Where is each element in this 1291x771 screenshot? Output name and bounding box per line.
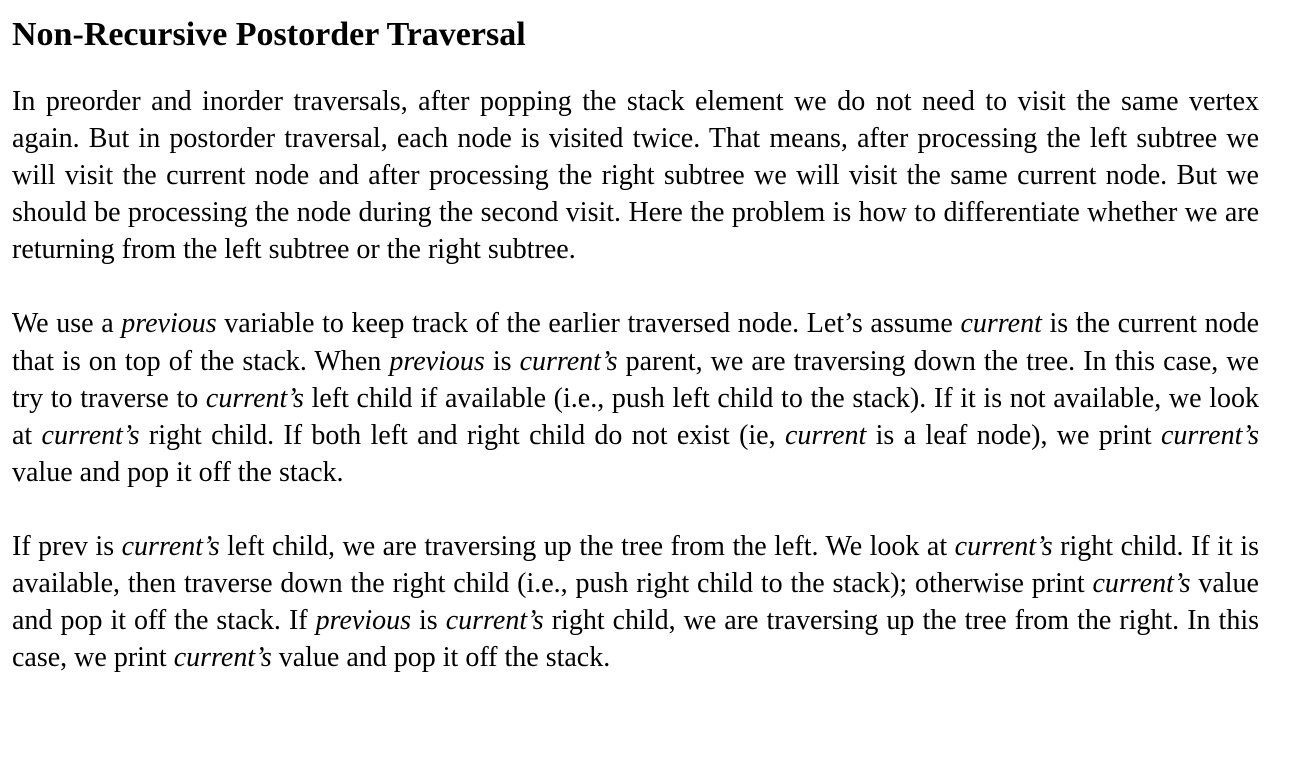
text-run: is bbox=[411, 605, 446, 637]
text-run: right child. If it is available, then traverse down the right child (i.e., push right child to the stack); otherwise print bbox=[12, 530, 1259, 600]
text-run: If prev is bbox=[12, 530, 122, 562]
text-run: value and pop it off the stack. bbox=[271, 642, 611, 674]
italic-term: current’s bbox=[1092, 568, 1191, 600]
text-run: We use a bbox=[12, 308, 122, 340]
italic-term: previous bbox=[315, 605, 411, 637]
italic-term: current’s bbox=[121, 530, 220, 562]
paragraph-previous-variable bbox=[12, 305, 1259, 490]
page-title: Non-Recursive Postorder Traversal bbox=[12, 16, 526, 53]
text-run: is bbox=[484, 345, 520, 377]
text-run: In preorder and inorder traversals, after popping the stack element we do not need to visit the same vertex again. But in postorder traversal, each node is visited twice. That means, after processing the left subtree we will visit the current node and after processing the right subtree we will visit the same current node. But we should be processing the node during the second visit. Here the problem is how to differentiate whether we are returning from the left subtree or the right subtree. bbox=[12, 86, 1259, 266]
paragraph-intro bbox=[12, 83, 1259, 268]
document-page bbox=[12, 10, 1259, 713]
italic-term: current’s bbox=[519, 345, 618, 377]
italic-term: current’s bbox=[173, 642, 272, 674]
italic-term: current’s bbox=[205, 382, 304, 414]
text-run: is the current node that is on top of the stack. When bbox=[12, 308, 1259, 377]
text-run: value and pop it off the stack. bbox=[12, 456, 344, 488]
italic-term: previous bbox=[389, 345, 485, 377]
text-run: parent, we are traversing down the tree. In this case, we try to traverse to bbox=[12, 345, 1259, 414]
paragraph-traversing-up bbox=[12, 528, 1259, 676]
italic-term: current’s bbox=[954, 530, 1053, 562]
italic-term: current’s bbox=[1160, 419, 1259, 451]
text-run: variable to keep track of the earlier traversed node. Let’s assume bbox=[216, 308, 961, 340]
italic-term: current bbox=[960, 308, 1042, 340]
text-run: left child, we are traversing up the tree from the left. We look at bbox=[219, 530, 955, 562]
text-run: left child if available (i.e., push left child to the stack). If it is not available, we look at bbox=[12, 382, 1259, 451]
text-run: right child, we are traversing up the tree from the right. In this case, we print bbox=[12, 605, 1259, 674]
text-run: value and pop it off the stack. If bbox=[12, 568, 1259, 637]
italic-term: current bbox=[784, 419, 867, 451]
italic-term: previous bbox=[121, 308, 217, 340]
italic-term: current’s bbox=[41, 419, 140, 451]
text-run: is a leaf node), we print bbox=[866, 419, 1161, 451]
text-run: right child. If both left and right child do not exist (ie, bbox=[139, 419, 785, 451]
italic-term: current’s bbox=[445, 605, 544, 637]
